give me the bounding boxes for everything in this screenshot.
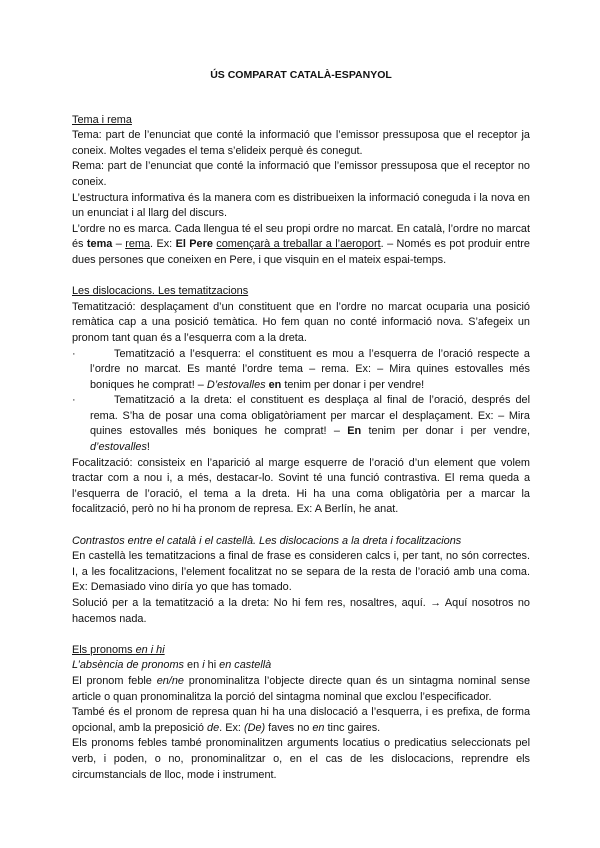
ordre-text-a: L’ordre no es marca. Cada llengua té el seu propi ordre no marcat. En català, l’ordre no marcat és bbox=[72, 222, 530, 251]
p2-de2: (De) bbox=[243, 721, 266, 734]
b2-text-c: ! bbox=[146, 441, 150, 454]
sub-b: en bbox=[187, 659, 200, 672]
document-page bbox=[72, 68, 530, 783]
subheading-absencia bbox=[72, 658, 530, 674]
estructura-paragraph: L’estructura informativa és la manera com es distribueixen la informació coneguda i la nova en un enunciat i al llarg del discurs. bbox=[72, 191, 530, 220]
section-heading-contrastos: Contrastos entre el català i el castellà. Les dislocacions a la dreta i focalitzacions bbox=[72, 534, 462, 547]
focalitzacio-paragraph: Focalització: consisteix en l’aparició al marge esquerre de l’oració d’un element que volem tractar com a nou i, a més, destacar-lo. Sovint té una funció contrastiva. El rema queda a l’esquerra de l’oració, el tema a la dreta. Hi ha una coma obligatòria per a marcar la focalització, però no hi ha pronom de represa. Ex: A Berlín, he anat. bbox=[72, 456, 530, 516]
ordre-rema: rema bbox=[125, 238, 151, 251]
ordre-el-pere: El Pere bbox=[175, 238, 213, 251]
tematitzacio-paragraph: Tematització: desplaçament d’un constituent que en l’ordre no marcat ocuparia una posició remàtica cap a una posició temàtica. Ho fem quan no conté informació nova. S’afegeix un pronom tant quan és a l’esquerra com a la dreta. bbox=[72, 300, 530, 344]
section-heading-dislocacions: Les dislocacions. Les tematitzacions bbox=[72, 285, 249, 298]
p2-a: També és el pronom de represa quan hi ha una dislocació a l’esquerra, i es prefixa, de forma opcional, amb la preposició bbox=[72, 706, 530, 734]
document-title: ÚS COMPARAT CATALÀ-ESPANYOL bbox=[210, 69, 392, 81]
b2-text-b: tenim per donar i per vendre, bbox=[361, 425, 530, 438]
ordre-ex: . Ex: bbox=[150, 238, 176, 251]
pronoms-heading-i: en i hi bbox=[135, 643, 165, 656]
tema-definition: Tema: part de l’enunciat que conté la informació que l’emissor pressuposa que el receptor ja coneix. Moltes vegades el tema s’elideix perquè és conegut. bbox=[72, 129, 530, 157]
ordre-dash: – bbox=[112, 238, 126, 251]
p2-en: en bbox=[312, 721, 325, 734]
p2-de: de bbox=[207, 721, 220, 734]
b1-en: en bbox=[268, 378, 282, 391]
contrastos-paragraph-2: Solució per a la tematització a la dreta: No hi fem res, nosaltres, aquí. → Aquí nosotros no hacemos nada. bbox=[72, 597, 530, 625]
ordre-tema: tema bbox=[86, 238, 113, 251]
ordre-comencara: començarà a treballar a l’aeroport bbox=[216, 238, 381, 251]
ordre-text-b: . – Només es pot produir entre dues persones que coneixen en Pere, i que visquin en el mateix espai-temps. bbox=[72, 238, 530, 266]
b1-text-b: tenim per donar i per vendre! bbox=[281, 378, 425, 391]
b1-text-a: Tematització a l’esquerra: el constituent es mou a l’esquerra de l’oració respecte a l’ordre no marcat. Es manté l’ordre tema – rema. Ex: – Mira quines estovalles més boniques he comprat! – bbox=[90, 347, 530, 391]
p1-a: El pronom feble bbox=[72, 674, 157, 687]
rema-definition: Rema: part de l’enunciat que conté la informació que l’emissor pressuposa que el receptor no coneix. bbox=[72, 160, 530, 188]
section-heading-pronoms bbox=[72, 643, 530, 659]
contrastos-paragraph-1: En castellà les tematitzacions a final de frase es consideren calcs i, per tant, no són correctes. I, a les focalitzacions, l’element focalitzat no se separa de la resta de l’oració amb una coma. Ex: Demasiado vino diría yo que has tomado. bbox=[72, 550, 530, 594]
sub-e: en castellà bbox=[216, 659, 272, 672]
p2-d: tinc gaires. bbox=[324, 721, 381, 734]
pronoms-heading-a: Els pronoms bbox=[72, 643, 136, 656]
pronoms-paragraph-1 bbox=[72, 674, 530, 705]
b2-text-a: Tematització a la dreta: el constituent es desplaça al final de l’oració, després del rema. S’ha de posar una coma obligatòriament per marcar el desplaçament. Ex: – Mira quines estovalles més boniques he comprat! – bbox=[90, 394, 530, 438]
b1-destovalles: D’estovalles bbox=[206, 378, 266, 391]
sub-a: L’absència de pronoms bbox=[72, 659, 188, 672]
bullet-marker: · bbox=[72, 394, 76, 407]
sub-c: i bbox=[199, 659, 208, 672]
list-item-tematitzacio-esquerra bbox=[72, 347, 530, 394]
b2-destovalles: d’estovalles bbox=[90, 441, 147, 454]
p2-b: . Ex: bbox=[219, 721, 244, 734]
p1-en-ne: en/ne bbox=[156, 674, 184, 687]
section-heading-tema-rema: Tema i rema bbox=[72, 113, 132, 126]
ordre-paragraph bbox=[72, 222, 530, 269]
p1-b: pronominalitza l’objecte directe quan és un sintagma nominal sense article o quan pronominalitza la porció del sintagma nominal que exclou l’especificador. bbox=[72, 674, 531, 703]
bullet-marker: · bbox=[72, 347, 76, 360]
pronoms-paragraph-3: Els pronoms febles també pronominalitzen arguments locatius o predicatius seleccionats pel verb, i poden, o no, pronominalitzar o, en el cas de les dislocacions, reprendre els circumstancials de lloc, mode i instrument. bbox=[72, 737, 530, 781]
list-item-tematitzacio-dreta bbox=[72, 393, 530, 455]
pronoms-paragraph-2 bbox=[72, 705, 530, 736]
b2-en: En bbox=[347, 425, 362, 438]
p2-c: faves no bbox=[265, 721, 313, 734]
sub-d: hi bbox=[207, 659, 217, 672]
